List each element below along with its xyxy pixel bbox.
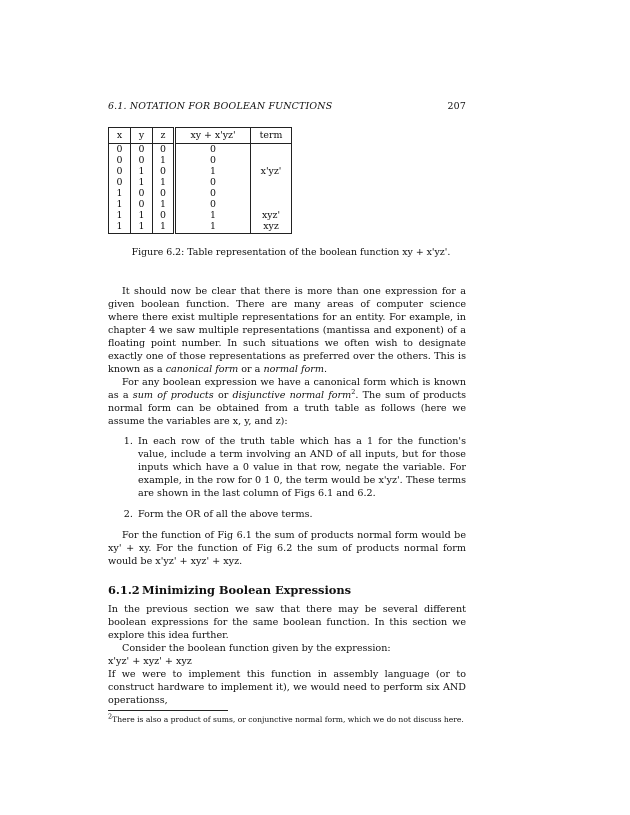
truth-table — [108, 127, 292, 234]
cell-y: 1 — [131, 177, 153, 188]
cell-term — [251, 144, 292, 156]
truth-table-figure — [108, 127, 466, 234]
cell-function: 0 — [175, 155, 251, 166]
running-header — [108, 100, 466, 113]
footnote-rule — [108, 710, 228, 711]
col-header-x: x — [109, 128, 131, 144]
cell-z: 0 — [153, 188, 175, 199]
table-row — [109, 199, 292, 210]
cell-z: 1 — [153, 199, 175, 210]
cell-z: 1 — [153, 221, 175, 234]
paragraph-minimizing-intro: In the previous section we saw that there may be several different boolean expressions for the same boolean function. In this section we explore this idea further. — [108, 604, 466, 641]
cell-z: 0 — [153, 210, 175, 221]
cell-function: 0 — [175, 144, 251, 156]
cell-y: 1 — [131, 166, 153, 177]
cell-z: 1 — [153, 177, 175, 188]
col-header-z: z — [153, 128, 175, 144]
cell-function: 1 — [175, 210, 251, 221]
cell-x: 0 — [109, 155, 131, 166]
list-item: 2. Form the OR of all the above terms. — [136, 508, 466, 521]
figure-caption: Figure 6.2: Table representation of the boolean function xy + x'yz'. — [131, 247, 451, 258]
footnote — [108, 712, 466, 725]
section-title: Minimizing Boolean Expressions — [142, 583, 352, 597]
term-normal-form: normal form — [263, 364, 324, 375]
cell-y: 0 — [131, 199, 153, 210]
term-disjunctive-normal-form: disjunctive normal form — [232, 390, 352, 401]
cell-y: 0 — [131, 144, 153, 156]
cell-y: 0 — [131, 188, 153, 199]
page-number: 207 — [447, 101, 466, 112]
truth-table-header-row — [109, 128, 292, 144]
table-row — [109, 221, 292, 234]
paragraph-consider: Consider the boolean function given by the expression: — [122, 643, 391, 654]
cell-x: 0 — [109, 166, 131, 177]
footnote-mark: 2 — [351, 387, 356, 396]
paragraph-sum-of-products: For any boolean expression we have a canonical form which is known as a sum of products or disjunctive normal form$^2$. The sum of products normal form can be obtained from a truth table as follows (here we assume the variables are x, y, and z): — [108, 377, 466, 427]
paragraph-implementation: If we were to implement this function in assembly language (or to construct hardware to implement it), we would need to perform six AND operationss, — [108, 669, 466, 706]
col-header-term: term — [251, 128, 292, 144]
footnote-number: 2 — [108, 712, 113, 721]
cell-term: x'yz' — [251, 166, 292, 177]
col-header-function: xy + x'yz' — [175, 128, 251, 144]
procedure-list — [108, 435, 466, 521]
cell-z: 1 — [153, 155, 175, 166]
cell-function: 1 — [175, 166, 251, 177]
paragraph-fig-examples: For the function of Fig 6.1 the sum of products normal form would be xy' + xy. For the function of Fig 6.2 the sum of products normal form would be x'yz' + xyz' + xyz. — [108, 530, 466, 567]
cell-x: 0 — [109, 144, 131, 156]
cell-function: 0 — [175, 188, 251, 199]
cell-function: 1 — [175, 221, 251, 234]
cell-term: xyz — [251, 221, 292, 234]
cell-x: 1 — [109, 188, 131, 199]
table-row — [109, 155, 292, 166]
section-heading — [108, 584, 466, 597]
cell-term — [251, 199, 292, 210]
table-row — [109, 166, 292, 177]
col-header-y: y — [131, 128, 153, 144]
cell-x: 1 — [109, 210, 131, 221]
cell-term: xyz' — [251, 210, 292, 221]
cell-z: 0 — [153, 144, 175, 156]
expression: x'yz' + xyz' + xyz — [108, 656, 192, 667]
list-item: 1. In each row of the truth table which has a 1 for the function's value, include a term involving an AND of all inputs, but for those inputs which have a 0 value in that row, negate the variable. For example, in the row for 0 1 0, the term would be x'yz'. These terms are shown in the last column of Figs 6.1 and 6.2. — [136, 435, 466, 500]
cell-x: 1 — [109, 199, 131, 210]
cell-y: 1 — [131, 221, 153, 234]
page — [108, 100, 466, 725]
table-row — [109, 177, 292, 188]
cell-function: 0 — [175, 177, 251, 188]
section-number: 6.1.2 — [108, 583, 140, 597]
paragraph-canonical-form: It should now be clear that there is more than one expression for a given boolean function. There are many areas of computer science where there exist multiple representations for an entity. For example, in chapter 4 we saw multiple representations (mantissa and exponent) of a floating point number. In such situations we often wish to designate exactly one of those representations as preferred over the others. This is known as a canonical form or a normal form. — [108, 286, 466, 375]
cell-term — [251, 155, 292, 166]
cell-z: 0 — [153, 166, 175, 177]
term-sum-of-products: sum of products — [132, 390, 214, 401]
cell-x: 0 — [109, 177, 131, 188]
header-section: 6.1. NOTATION FOR BOOLEAN FUNCTIONS — [108, 101, 333, 112]
cell-y: 0 — [131, 155, 153, 166]
term-canonical-form: canonical form — [165, 364, 239, 375]
cell-x: 1 — [109, 221, 131, 234]
cell-function: 0 — [175, 199, 251, 210]
footnote-text: There is also a product of sums, or conjunctive normal form, which we do not discuss here. — [112, 715, 464, 724]
table-row — [109, 188, 292, 199]
table-row — [109, 210, 292, 221]
cell-y: 1 — [131, 210, 153, 221]
table-row — [109, 144, 292, 156]
cell-term — [251, 188, 292, 199]
cell-term — [251, 177, 292, 188]
